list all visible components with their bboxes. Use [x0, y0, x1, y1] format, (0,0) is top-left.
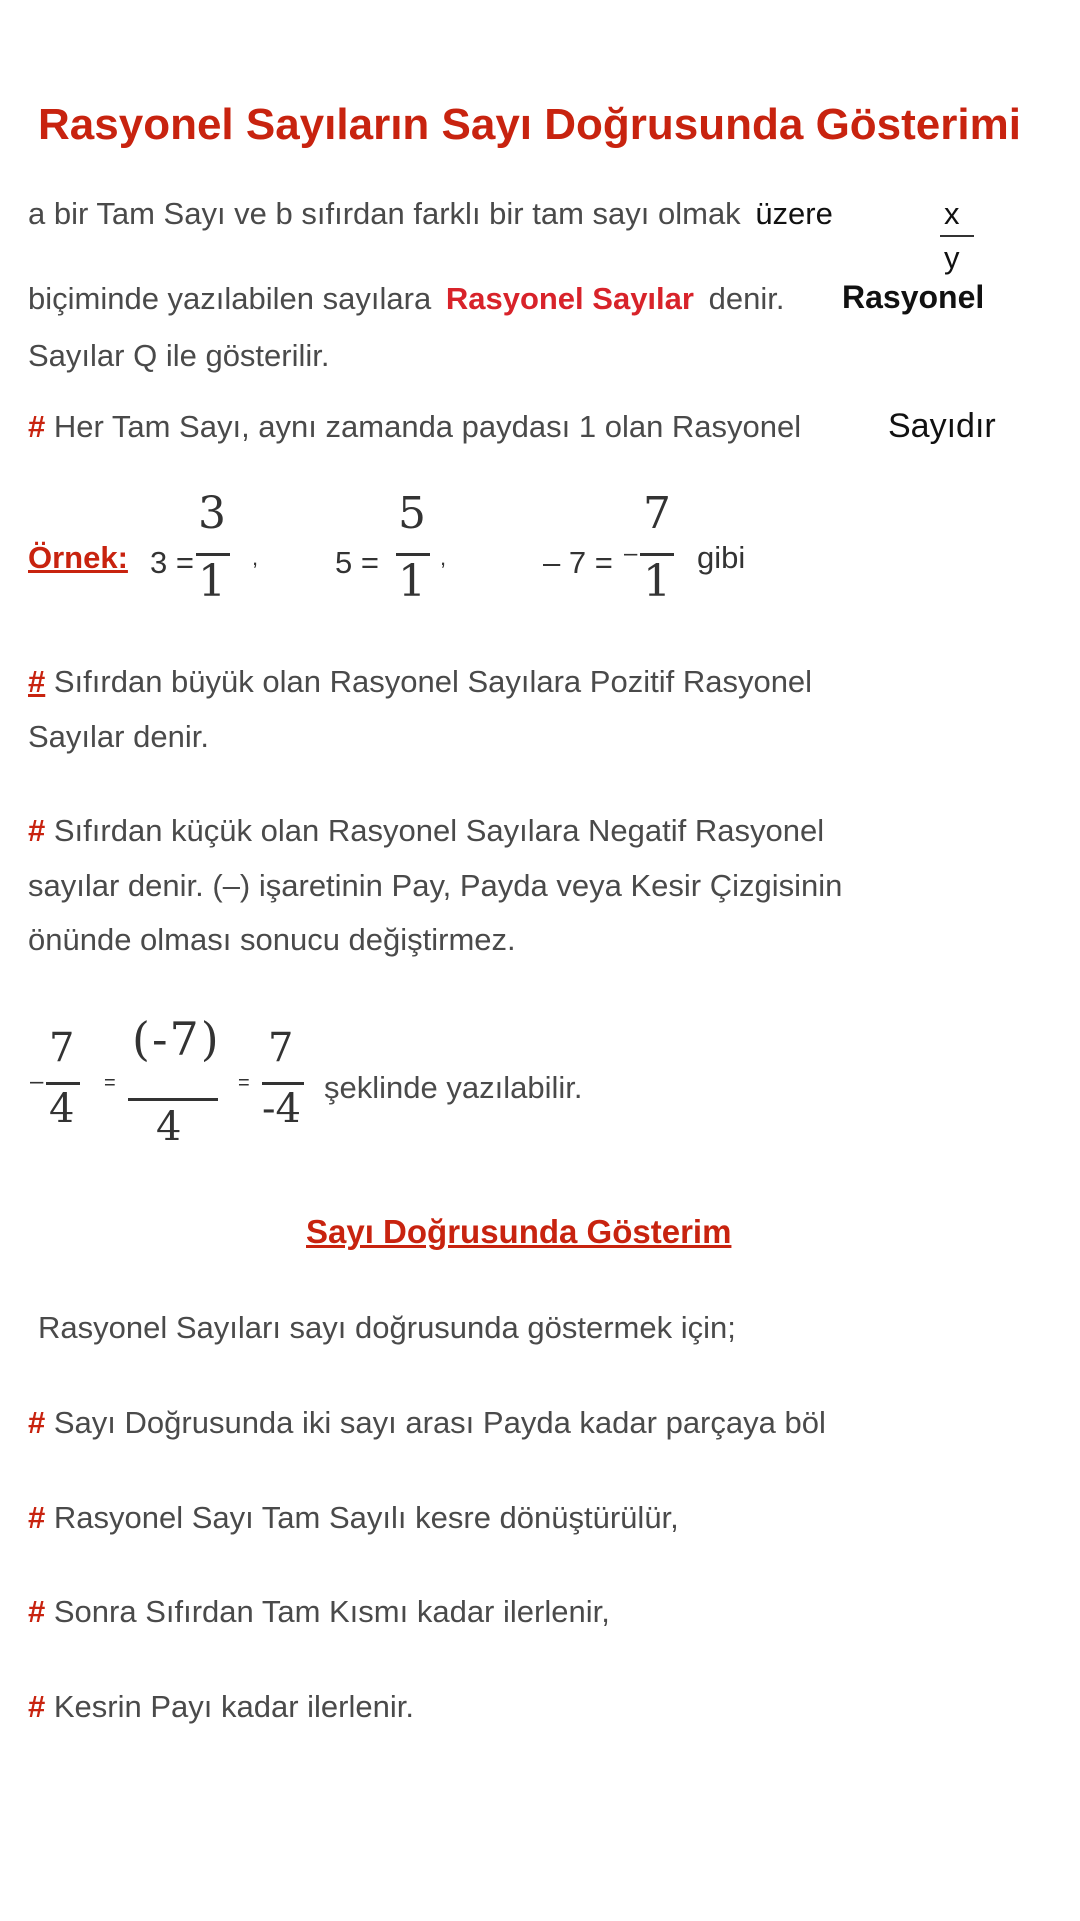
- intro-text: Rasyonel Sayıları sayı doğrusunda göstermek için;: [38, 1310, 736, 1345]
- formula-2-den: 4: [156, 1104, 182, 1150]
- hash-icon: #: [28, 1689, 46, 1724]
- formula-2-bar: [128, 1098, 218, 1101]
- step-4: [28, 1689, 414, 1725]
- example-1-lhs: 3 =: [150, 545, 194, 580]
- example-2-num: 5: [398, 488, 426, 539]
- fraction-y: y: [944, 240, 960, 275]
- formula-1-minus: –: [30, 1068, 44, 1095]
- formula-1-num: 7: [49, 1025, 75, 1071]
- hash-icon: #: [28, 813, 46, 848]
- note-text: Sıfırdan küçük olan Rasyonel Sayılara Negatif Rasyonel: [53, 813, 825, 848]
- note-text: Sıfırdan büyük olan Rasyonel Sayılara Pozitif Rasyonel: [53, 664, 813, 699]
- note-text-tail: Sayıdır: [888, 407, 996, 445]
- definition-line-3: Sayılar Q ile gösterilir.: [28, 338, 330, 373]
- formula-1-den: 4: [49, 1086, 75, 1132]
- note-whole-numbers: [28, 409, 801, 445]
- example-2-den: 1: [398, 556, 426, 607]
- note-positive-line-2: Sayılar denir.: [28, 719, 209, 754]
- definition-text-2a: biçiminde yazılabilen sayılara: [28, 281, 432, 316]
- formula-eq-2: =: [238, 1072, 250, 1094]
- hash-icon: #: [28, 664, 46, 699]
- hash-icon: #: [28, 409, 46, 444]
- formula-tail: şeklinde yazılabilir.: [324, 1070, 583, 1105]
- step-1: [28, 1405, 826, 1441]
- step-text: Sayı Doğrusunda iki sayı arası Payda kadar parçaya böl: [53, 1405, 826, 1440]
- fraction-x: x: [944, 196, 960, 231]
- formula-eq-1: =: [104, 1072, 116, 1094]
- example-1-num: 3: [198, 488, 226, 539]
- rasyonel-sayilar-highlight: Rasyonel Sayılar: [445, 281, 694, 316]
- definition-text-b: üzere: [755, 196, 833, 231]
- formula-3-bar: [262, 1082, 304, 1085]
- example-3-den: 1: [643, 556, 671, 607]
- note-negative-line-2: sayılar denir. (–) işaretinin Pay, Payda veya Kesir Çizgisinin: [28, 868, 843, 903]
- fraction-bar: [940, 235, 974, 237]
- definition-line-2: [28, 281, 784, 317]
- formula-1-bar: [46, 1082, 80, 1085]
- step-3: [28, 1594, 610, 1630]
- hash-icon: #: [28, 1500, 46, 1535]
- formula-3-den: -4: [262, 1086, 301, 1132]
- note-positive-line-1: [28, 664, 812, 700]
- step-text: Kesrin Payı kadar ilerlenir.: [53, 1689, 414, 1724]
- example-1-sep: ,: [252, 545, 259, 570]
- example-label: Örnek:: [28, 540, 128, 575]
- hash-icon: #: [28, 1405, 46, 1440]
- note-negative-line-3: önünde olması sonucu değiştirmez.: [28, 922, 516, 957]
- example-3-minus: –: [624, 540, 638, 567]
- section-title: Sayı Doğrusunda Gösterim: [306, 1213, 732, 1250]
- example-1-den: 1: [198, 556, 226, 607]
- step-text: Sonra Sıfırdan Tam Kısmı kadar ilerlenir,: [53, 1594, 610, 1629]
- example-2-sep: ,: [440, 545, 447, 570]
- page-title: Rasyonel Sayıların Sayı Doğrusunda Gösterimi: [38, 100, 1021, 149]
- example-3-num: 7: [643, 488, 671, 539]
- example-3-tail: gibi: [697, 540, 746, 575]
- definition-line-1: [28, 196, 833, 232]
- definition-text-2b: denir.: [708, 281, 785, 316]
- formula-3-num: 7: [268, 1025, 294, 1071]
- step-text: Rasyonel Sayı Tam Sayılı kesre dönüştürülür,: [53, 1500, 679, 1535]
- example-2-lhs: 5 =: [335, 545, 379, 580]
- formula-2-num: (-7): [132, 1012, 221, 1066]
- note-negative-line-1: [28, 813, 824, 849]
- example-3-lhs: – 7 =: [543, 545, 613, 580]
- definition-text: a bir Tam Sayı ve b sıfırdan farklı bir tam sayı olmak: [28, 196, 741, 231]
- hash-icon: #: [28, 1594, 46, 1629]
- note-text: Her Tam Sayı, aynı zamanda paydası 1 olan Rasyonel: [53, 409, 802, 444]
- definition-text-2c: Rasyonel: [842, 279, 985, 315]
- step-2: [28, 1500, 679, 1536]
